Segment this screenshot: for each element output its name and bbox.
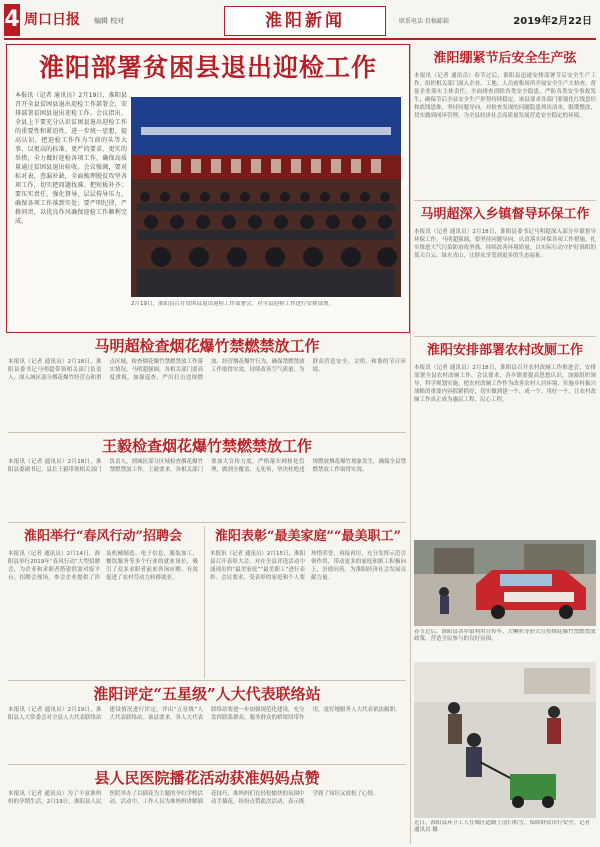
sweeper-photo-caption: 近日，淮阳县环卫工人在城区道路上清扫积雪，保障群众出行安全。记者 通讯员 摄 bbox=[414, 820, 591, 833]
divider bbox=[8, 680, 406, 681]
lead-body: 本报讯（记者 通讯员）2月19日，淮阳县召开全县贫困县退出迎检工作部署会，安排部署贫困县退出迎检工作。会议指出，全县上下要充分认识贫困县退出迎检工作的重要性和紧迫性，进一步统一思想，提高认识，把迎检工作作为当前的头等大事，以更高的标准、更严的要求、更实的举措，全力做好迎检各项工作，确保高质量通过贫困县退出验收。会议强调，要对标对表，查漏补缺，全面梳理脱贫攻坚各项工作，切实把问题找准、把短板补齐；要压实责任，强化督导，层层传导压力，确保各项工作落到实处；要严明纪律，严格问责，以优良作风确保迎检工作顺利完成。 bbox=[15, 92, 127, 225]
section-name: 淮阳新闻 bbox=[265, 11, 345, 31]
paper-name: 周口日报 bbox=[24, 12, 80, 28]
lead-photo-caption: 2月19日，淮阳县召开贫困县退出迎检工作部署会，对全县迎检工作进行安排部署。 bbox=[131, 301, 335, 307]
divider bbox=[414, 200, 596, 201]
editor-credits: 编辑 校对 bbox=[94, 17, 125, 25]
right-article-2-title: 马明超深入乡镇督导环保工作 bbox=[420, 207, 590, 222]
article-ma-headline: 马明超检查烟花爆竹禁燃禁放工作 bbox=[94, 337, 320, 355]
lead-article bbox=[6, 44, 410, 333]
right-article-1-body: 本报讯（记者 通讯员）春节过后，淮阳县迅速安排部署节后安全生产工作，组织相关部门深入企业、工地、人员密集场所开展安全生产大检查，督促企业落实主体责任，全面排查消除各类安全隐患，严防各类安全事故发生，确保节后全县安全生产形势持续稳定。该县要求各部门要强化红线意识和底线思维，坚持问题导向，对检查发现的问题隐患列出清单，限期整改，切实做到闭环管理，为全县经济社会高质量发展营造安全稳定的环境。 bbox=[414, 73, 596, 119]
divider bbox=[8, 432, 406, 433]
hospital-body: 本报讯（记者 通讯员）为了丰富准妈妈的孕期生活，2月19日，淮阳县人民医院举办了以插花为主题的孕妇学校活动。活动中，工作人员为准妈妈讲解插花技巧，准妈妈们在轻松愉快的氛围中动手插花，纷纷点赞此次活动，表示既学到了知识又放松了心情。 bbox=[8, 791, 379, 805]
job-fair-headline: 淮阳举行“春风行动”招聘会 bbox=[24, 529, 182, 544]
contact-info: 联系电话 投稿邮箱 bbox=[399, 18, 449, 25]
article-wang-body: 本报讯（记者 通讯员）2月18日，淮阳县委副书记、县长王毅带领相关部门负责人，到城区部分区域检查烟花爆竹禁燃禁放工作。王毅要求，各相关部门要加大宣传力度，严格落实网格化管理，做到全覆盖、无死角，坚决杜绝违规燃放烟花爆竹现象发生，确保全县禁燃禁放工作取得实效。 bbox=[8, 459, 406, 473]
right-article-3-title: 淮阳安排部署农村改厕工作 bbox=[426, 343, 583, 358]
article-wang-headline: 王毅检查烟花爆竹禁燃禁放工作 bbox=[101, 437, 312, 455]
job-fair-body: 本报讯（记者 通讯员）2月14日，淮阳县举行2019年“春风行动”大型招聘会，为企业和求职者搭建供需对接平台。招聘会现场，参会企业提供了涉及机械制造、电子信息、服装加工、餐饮服务等多个行业的就业岗位，吸引了众多求职者前来咨询应聘，有效促进了农村劳动力转移就业。 bbox=[8, 551, 198, 581]
divider bbox=[8, 764, 406, 765]
page-number: 4 bbox=[4, 4, 20, 36]
column-divider bbox=[410, 44, 411, 844]
right-article-2-body: 本报讯（记者 通讯员）2月18日，淮阳县委书记马明超深入部分乡镇督导环保工作。马明超强调，要坚持问题导向，认真落实环保各项工作措施，扎实推进大气污染防治攻坚战，持续改善环境质量，以实际行动守护好淮阳的蓝天白云、绿水青山，让群众享受到更多的生态福祉。 bbox=[414, 229, 596, 259]
meeting-photo bbox=[131, 97, 401, 297]
issue-date: 2019年2月22日 bbox=[513, 16, 592, 27]
right-article-3-body: 本报讯（记者 通讯员）2月18日，淮阳县召开农村改厕工作推进会，安排部署全县农村改厕工作。会议要求，各乡镇要提高思想认识，加强组织领导，科学规划实施，把农村改厕工作作为改善农村人居环境、实施乡村振兴战略的重要内容抓紧抓好，切实做到建一个、成一个、用好一个，让农村改厕工作真正成为惠民工程、民心工程。 bbox=[414, 365, 596, 403]
lead-headline: 淮阳部署贫困县退出迎检工作 bbox=[38, 53, 377, 82]
liaison-station-body: 本报讯（记者 通讯员）2月19日，淮阳县人大常委会对全县人大代表联络站建设情况进行评定，评出“五星级”人大代表联络站。该县要求，各人大代表联络站要进一步加强规范化建设，充分发挥联系群众、服务群众的桥梁纽带作用，更好地服务人大代表依法履职。 bbox=[8, 707, 401, 721]
street-sweeper-photo bbox=[414, 662, 596, 818]
right-article-1-title: 淮阳绷紧节后安全生产弦 bbox=[433, 51, 577, 66]
masthead bbox=[4, 4, 596, 40]
street-photo-caption: 春节过后，淮阳县各乡镇利用宣传车、大喇叭等形式宣传烟花爆竹禁燃禁放政策，营造全民参与的良好氛围。 bbox=[414, 629, 596, 642]
divider bbox=[8, 522, 406, 523]
divider bbox=[204, 526, 205, 678]
liaison-station-headline: 淮阳评定“五星级”人大代表联络站 bbox=[93, 685, 321, 703]
divider bbox=[414, 336, 596, 337]
honors-body: 本报讯（记者 通讯员）2月15日，淮阳县召开表彰大会，对在全县评选活动中涌现出的“最美家庭”“最美职工”进行表彰。会议要求，受表彰的家庭和个人要珍惜荣誉，再接再厉，充分发挥示范引领作用，带动更多的家庭和职工积极向上，崇德向善，为淮阳经济社会发展贡献力量。 bbox=[210, 551, 406, 581]
street-car-photo bbox=[414, 540, 596, 626]
section-banner bbox=[224, 6, 386, 36]
hospital-headline: 县人民医院播花活动获准妈妈点赞 bbox=[94, 769, 320, 787]
article-ma-body: 本报讯（记者 通讯员）2月18日，淮阳县委书记马明超带领相关部门负责人，深入城区部分烟花爆竹经营点和重点区域，检查烟花爆竹禁燃禁放工作落实情况。马明超强调，各相关部门要高度重视，加强巡查，严厉打击违规燃放、经营烟花爆竹行为，确保禁燃禁放工作取得实效，持续改善空气质量，为群众营造安全、文明、和谐的节日环境。 bbox=[8, 359, 406, 381]
honors-headline: 淮阳表彰“最美家庭”“最美职工” bbox=[215, 529, 401, 544]
